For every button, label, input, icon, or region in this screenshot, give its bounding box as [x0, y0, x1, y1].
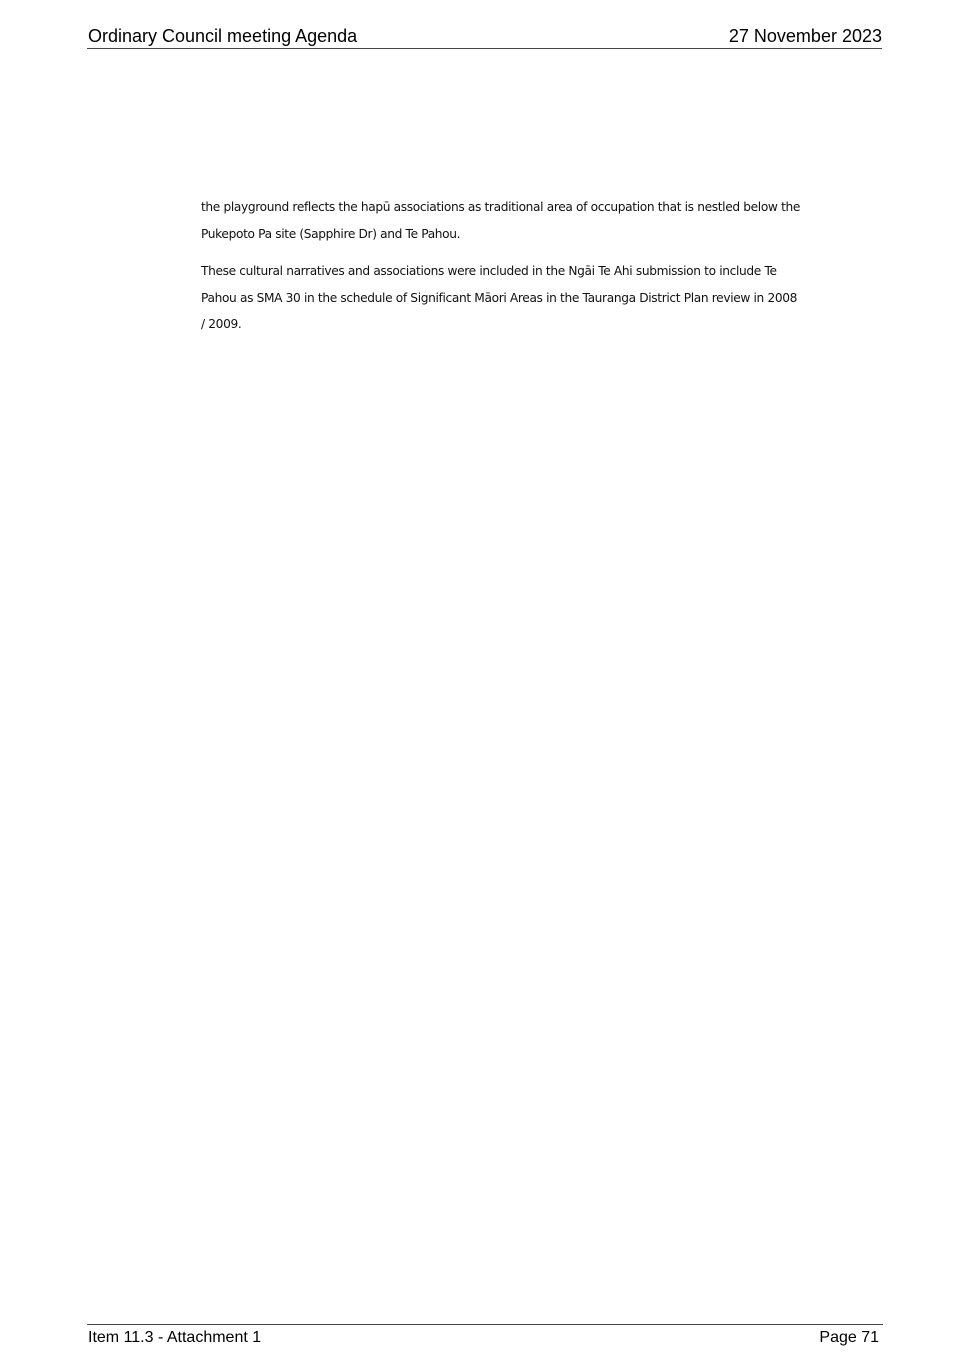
document-title: Ordinary Council meeting Agenda — [88, 26, 358, 46]
document-body — [201, 194, 801, 349]
page-header — [87, 22, 882, 49]
page-footer — [87, 1324, 883, 1349]
page-number: Page 71 — [819, 1329, 879, 1346]
body-paragraph: These cultural narratives and associations were included in the Ngāi Te Ahi submission to include Te Pahou as SMA 30 in the schedule of Significant Māori Areas in the Tauranga District Plan review in 2008 / 2009. — [201, 264, 798, 331]
body-paragraph: the playground reflects the hapū associations as traditional area of occupation that is nestled below the Pukepoto Pa site (Sapphire Dr) and Te Pahou. — [201, 200, 801, 241]
meeting-date: 27 November 2023 — [728, 26, 882, 46]
attachment-label: Item 11.3 - Attachment 1 — [88, 1329, 262, 1346]
